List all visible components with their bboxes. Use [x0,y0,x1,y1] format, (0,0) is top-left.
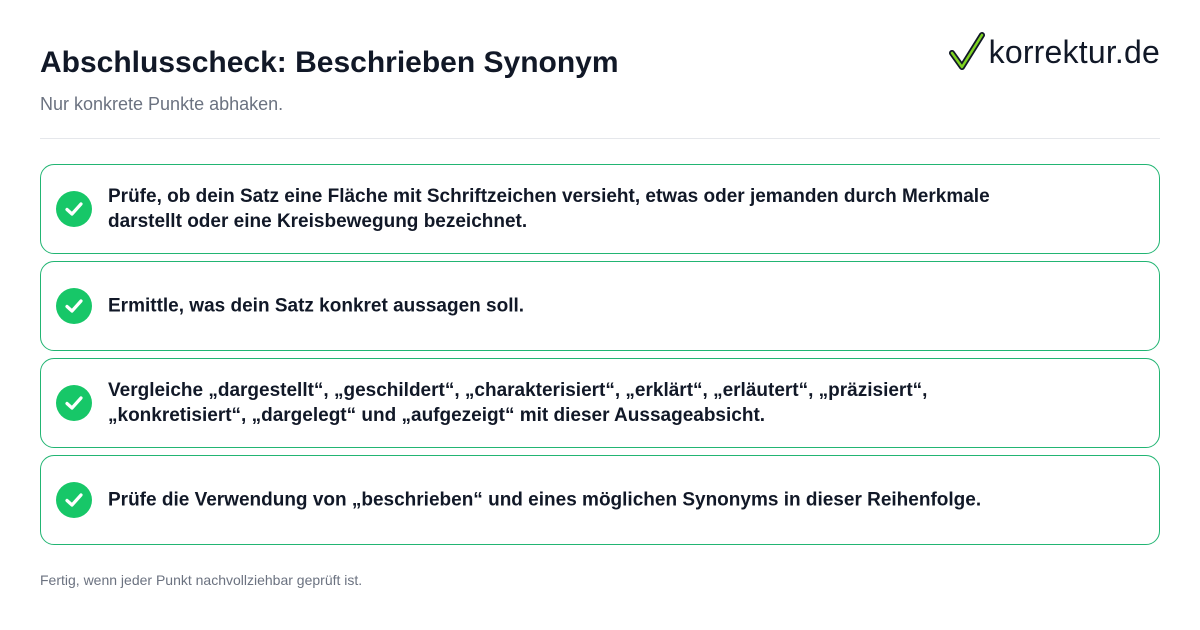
page-title: Abschlusscheck: Beschrieben Synonym [40,46,619,79]
checklist-item-text: Vergleiche „dargestellt“, „geschildert“, „charakterisiert“, „erklärt“, „erläutert“, „präzisiert“, „konkretisiert“, „dargelegt“ und „aufgezeigt“ mit dieser Aussageabsicht. [108,380,928,426]
checklist-item-text: Prüfe, ob dein Satz eine Fläche mit Schriftzeichen versieht, etwas oder jemanden durch Merkmale darstellt oder eine Kreisbewegung bezeichnet. [108,186,990,232]
checklist-item [40,261,1160,351]
check-circle-icon [56,482,92,518]
checklist [40,164,1160,552]
footer-note: Fertig, wenn jeder Punkt nachvollziehbar geprüft ist. [40,572,363,588]
check-circle-icon [56,288,92,324]
checkmark-logo-icon [949,31,985,73]
logo-text: korrektur.de [988,33,1160,70]
check-circle-icon [56,385,92,421]
check-circle-icon [56,191,92,227]
checklist-item [40,358,1160,448]
logo[interactable] [949,30,1160,74]
checklist-item-text: Prüfe die Verwendung von „beschrieben“ und eines möglichen Synonyms in dieser Reihenfolge. [108,489,982,511]
checklist-item-text: Ermittle, was dein Satz konkret aussagen soll. [108,295,525,317]
checklist-item [40,455,1160,545]
page-subtitle: Nur konkrete Punkte abhaken. [40,94,284,114]
checklist-item [40,164,1160,254]
header [40,0,1160,139]
